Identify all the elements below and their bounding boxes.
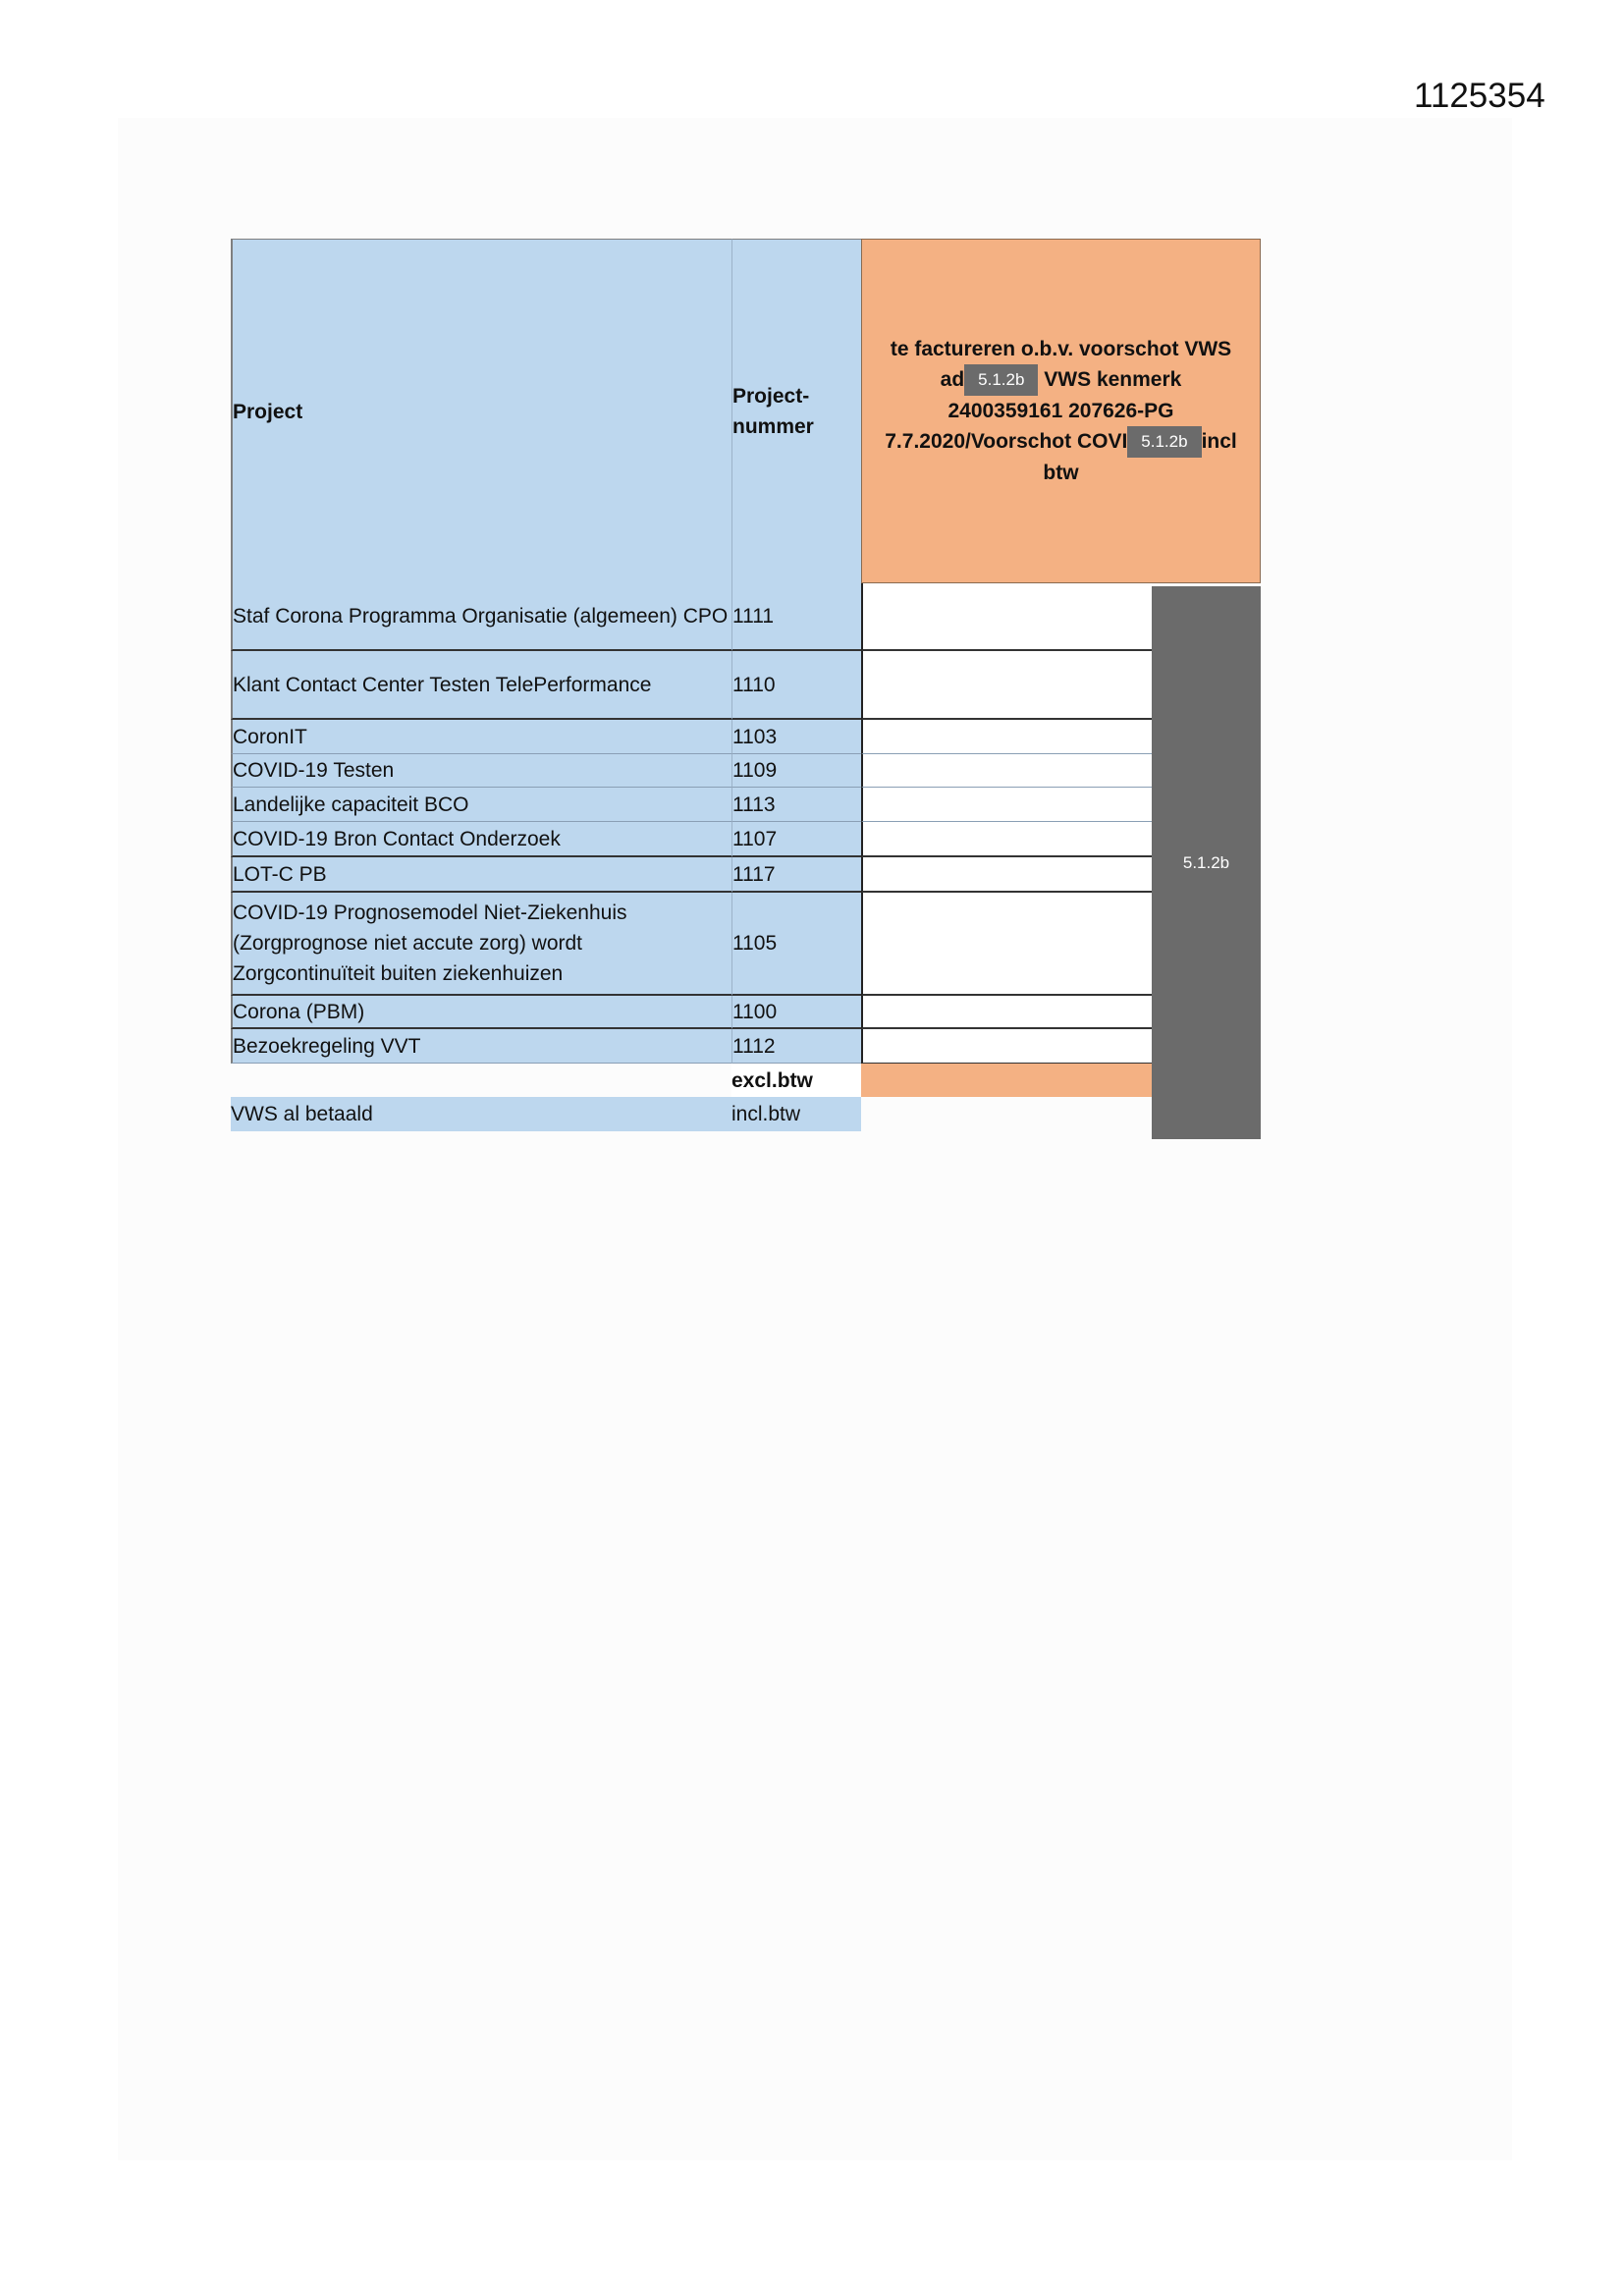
redaction-box: 5.1.2b <box>964 364 1038 396</box>
header-amount-line4: 7.7.2020/Voorschot COVI <box>885 430 1128 453</box>
project-number: 1100 <box>731 996 861 1029</box>
project-number: 1117 <box>731 857 861 893</box>
header-amount-line3: 2400359161 207626-PG <box>947 400 1174 422</box>
amount-cell <box>861 996 1152 1029</box>
table-row <box>231 996 1261 1029</box>
amount-cell <box>861 857 1152 893</box>
project-name: COVID-19 Testen <box>231 754 731 788</box>
incl-btw-label: incl.btw <box>731 1097 861 1131</box>
document-number: 1125354 <box>1414 77 1545 115</box>
table-row <box>231 583 1261 651</box>
excl-btw-row <box>231 1064 1261 1097</box>
project-name: Klant Contact Center Testen TelePerformance <box>231 651 731 720</box>
header-project-number: Project-nummer <box>731 239 861 583</box>
project-number: 1111 <box>731 583 861 651</box>
project-name: COVID-19 Bron Contact Onderzoek <box>231 822 731 857</box>
table-row <box>231 857 1261 893</box>
amount-cell <box>861 893 1152 996</box>
table-row <box>231 788 1261 822</box>
project-name: CoronIT <box>231 720 731 754</box>
project-number: 1107 <box>731 822 861 857</box>
header-amount-line2: VWS kenmerk <box>1044 367 1182 391</box>
project-number: 1105 <box>731 893 861 996</box>
excl-btw-label: excl.btw <box>731 1064 861 1097</box>
vws-paid-row <box>231 1097 1261 1131</box>
vws-paid-label: VWS al betaald <box>231 1097 731 1131</box>
project-name: Corona (PBM) <box>231 996 731 1029</box>
project-name: Staf Corona Programma Organisatie (algemeen) CPO <box>231 583 731 651</box>
header-amount-ad: ad <box>940 367 965 391</box>
header-amount <box>861 239 1261 583</box>
amount-cell <box>861 788 1152 822</box>
project-number: 1113 <box>731 788 861 822</box>
project-name: LOT-C PB <box>231 857 731 893</box>
header-amount-incl: incl <box>1201 430 1237 453</box>
amount-cell <box>861 754 1152 788</box>
table-row <box>231 720 1261 754</box>
table-row <box>231 651 1261 720</box>
table-row <box>231 1029 1261 1064</box>
header-amount-line5: btw <box>1043 462 1079 485</box>
project-name: Landelijke capaciteit BCO <box>231 788 731 822</box>
header-amount-line1: te factureren o.b.v. voorschot VWS <box>890 337 1232 360</box>
project-number: 1110 <box>731 651 861 720</box>
table-row <box>231 822 1261 857</box>
project-name: Bezoekregeling VVT <box>231 1029 731 1064</box>
amount-cell <box>861 822 1152 857</box>
excl-btw-total <box>861 1064 1152 1097</box>
project-number: 1103 <box>731 720 861 754</box>
header-project: Project <box>231 239 731 583</box>
header-row <box>231 239 1261 583</box>
project-number: 1112 <box>731 1029 861 1064</box>
amount-cell <box>861 1029 1152 1064</box>
amount-cell <box>861 651 1152 720</box>
project-name: COVID-19 Prognosemodel Niet-Ziekenhuis (Zorgprognose niet accute zorg) wordt Zorgcontinuïteit buiten ziekenhuizen <box>231 893 731 996</box>
redaction-box: 5.1.2b <box>1127 426 1201 458</box>
table-row <box>231 893 1261 996</box>
amount-cell <box>861 720 1152 754</box>
redaction-block: 5.1.2b <box>1152 586 1261 1139</box>
project-number: 1109 <box>731 754 861 788</box>
table-row <box>231 754 1261 788</box>
amount-cell <box>861 583 1152 651</box>
